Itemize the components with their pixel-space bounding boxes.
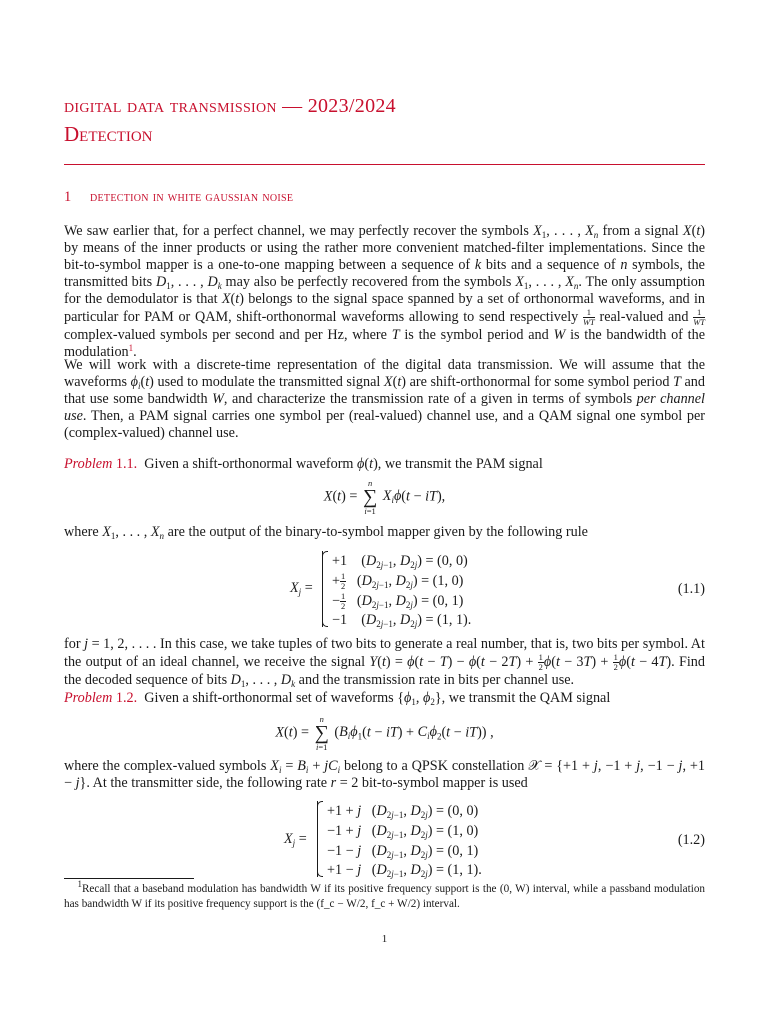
paragraph-discrete: We will work with a discrete-time representation of the digital data transmission. We will assume that the waveforms $\phi_i(t)$ used to modulate the transmitted signal X(t) are shift-orthonormal for some symbol period T and that use some bandwidth W, and characterize the transmission rate of a given in terms of symbols per channel use. Then, a PAM signal carries one symbol per (real-valued) channel use, and a QAM signal one symbol per (complex-valued) channel use. (64, 357, 706, 441)
section-title: detection in white gaussian noise (90, 189, 294, 205)
paragraph-qpsk: where the complex-valued symbols $X_i = B_i + jC_i$ belong to a QPSK constellation 𝒳 = {+1 + j, −1 + j, −1 − j, +1 − j}. At the transmitter side, the following rate r = 2 bit-to-symbol mapper is used (64, 758, 705, 791)
section-heading (64, 189, 293, 206)
equation-number-1-2: (1.2) (677, 832, 705, 848)
equation-number-1-1: (1.1) (677, 581, 705, 597)
cases-brace (322, 551, 323, 627)
header-rule (64, 164, 705, 165)
paragraph-mapper-rule: where $X_1$, . . . , $X_n$ are the output of the binary-to-symbol mapper given by the following rule (64, 524, 588, 541)
paragraph-problem-1-1-task: for j = 1, 2, . . . . In this case, we take tuples of two bits to generate a real number, that is, two bits per symbol. At the output of an ideal channel, we receive the signal Y(t) = ϕ(t − T) − ϕ(t − 2T) + $\frac{1}{2}$ ϕ(t − 3T) + $\frac{1}{2}$ ϕ(t − 4T). Find the decoded sequence of bits $D_1$, . . . , $D_k$ and the transmission rate in bits per channel use. (64, 636, 705, 689)
problem-1-1-statement: Problem 1.1. Given a shift-orthonormal waveform ϕ(t), we transmit the PAM signal (64, 456, 543, 472)
problem-1-1-number: 1.1. (115, 456, 138, 472)
document-title: Detection (64, 122, 153, 146)
page-number: 1 (381, 933, 388, 945)
footnote-rule (64, 878, 194, 879)
problem-1-2-number: 1.2. (115, 690, 138, 706)
paragraph-intro: We saw earlier that, for a perfect channel, we may perfectly recover the symbols $X_1$, . . . , $X_n$ from a signal X(t) by means of the inner products or using the rather more convenient matched-filter implementations. Since the bit-to-symbol mapper is a one-to-one mapping between a sequence of k bits and a sequence of n symbols, the transmitted bits $D_1$, . . . , $D_k$ may also be perfectly recovered from the symbols $X_1$, . . . , $X_n$. The only assumption for the demodulator is that X(t) belongs to the signal space spanned by a set of orthonormal waveforms, and in particular for PAM or QAM, shift-orthonormal waveforms allowing to send respectively $\frac{1}{WT}$ real-valued and $\frac{1}{WT}$ complex-valued symbols per second and per Hz, where T is the symbol period and W is the bandwidth of the modulation$^1$. (64, 223, 706, 360)
footnote-mark[interactable]: 1 (128, 343, 134, 353)
equation-pam-signal: X(t) = n ∑ i=1 $X_i\phi(t - iT)$, (323, 478, 446, 516)
footnote-number: 1 (77, 879, 82, 889)
course-title: digital data transmission — 2023/2024 (64, 95, 396, 117)
cases-brace (317, 801, 318, 877)
section-number: 1 (64, 189, 72, 205)
problem-1-1-label: Problem (64, 456, 113, 472)
problem-1-2-statement: Problem 1.2. Given a shift-orthonormal set of waveforms {$\phi_1$, $\phi_2$}, we transmit the QAM signal (64, 690, 611, 707)
footnote (64, 879, 706, 912)
footnote-text: Recall that a baseband modulation has bandwidth W if its positive frequency support is the (0, W) interval, while a passband modulation has bandwidth W if its positive frequency support is the (f_c − W/2, f_c + W/2) interval. (64, 883, 706, 910)
problem-1-2-label: Problem (64, 690, 113, 706)
equation-qam-signal: X(t) = n ∑ i=1 $(B_i\phi_1(t - iT) + C_i\phi_2(t - iT))$ , (275, 714, 494, 752)
